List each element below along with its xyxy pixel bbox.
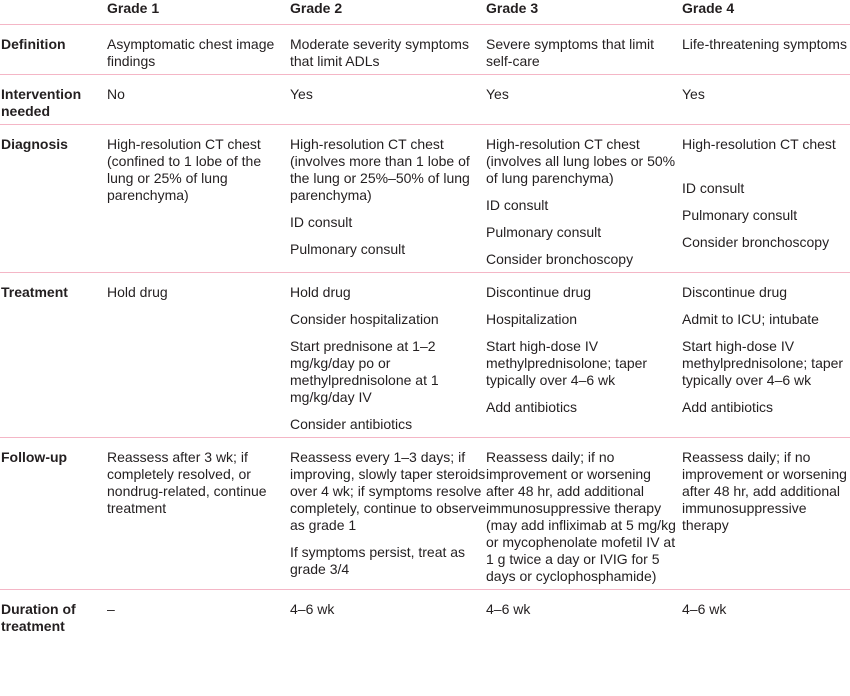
cell-text: 4–6 wk: [486, 601, 531, 617]
cell-text: Moderate severity symptoms that limit ADLs: [290, 36, 469, 69]
header-corner: [0, 0, 107, 17]
cell-follow-up-grade-2: [290, 447, 486, 585]
row-label-treatment: Treatment: [1, 284, 68, 300]
cell-text: Consider antibiotics: [290, 416, 413, 432]
cell-text: ID consult: [486, 197, 549, 213]
cell-text: ID consult: [290, 214, 353, 230]
cell-text: Start prednisone at 1–2 mg/kg/day po or methylprednisolone at 1 mg/kg/day IV: [290, 338, 439, 405]
cell-diagnosis-grade-3: [486, 134, 682, 268]
cell-treatment-grade-3: [486, 282, 682, 433]
cell-text: Reassess after 3 wk; if completely resolved, or nondrug-related, continue treatment: [107, 449, 267, 516]
cell-text: Yes: [682, 86, 705, 102]
row-label-diagnosis: Diagnosis: [1, 136, 68, 152]
cell-text: Reassess daily; if no improvement or worsening after 48 hr, add additional immunosuppressive therapy (may add infliximab at 5 mg/kg or mycophenolate mofetil IV at 1 g twice a day or IVIG for 5 days or cyclophosphamide): [486, 449, 676, 584]
cell-definition-grade-1: [107, 34, 290, 70]
cell-text: Discontinue drug: [682, 284, 788, 300]
cell-text: Consider bronchoscopy: [682, 234, 830, 250]
cell-intervention-grade-2: [290, 84, 486, 120]
cell-definition-grade-2: [290, 34, 486, 70]
cell-text: Admit to ICU; intubate: [682, 311, 819, 327]
cell-text: –: [107, 601, 115, 617]
cell-definition-grade-3: [486, 34, 682, 70]
row-label-follow-up: Follow-up: [1, 449, 68, 465]
cell-text: Hospitalization: [486, 311, 578, 327]
row-label-duration: Duration of treatment: [1, 601, 76, 634]
divider: [0, 24, 850, 25]
cell-text: Severe symptoms that limit self-care: [486, 36, 655, 69]
cell-text: Asymptomatic chest image findings: [107, 36, 275, 69]
cell-treatment-grade-2: [290, 282, 486, 433]
cell-text: High-resolution CT chest: [682, 136, 836, 152]
divider: [0, 437, 850, 438]
cell-text: Reassess every 1–3 days; if improving, slowly taper steroids over 4 wk; if symptoms resolve completely, continue to observe as grade 1: [290, 449, 486, 533]
cell-text: Consider bronchoscopy: [486, 251, 634, 267]
cell-follow-up-grade-4: [682, 447, 850, 585]
cell-text: Yes: [486, 86, 509, 102]
cell-intervention-grade-1: [107, 84, 290, 120]
cell-text: Pulmonary consult: [486, 224, 602, 240]
cell-text: High-resolution CT chest (involves all lung lobes or 50% of lung parenchyma): [486, 136, 676, 186]
header-grade-2: Grade 2: [290, 0, 343, 16]
cell-text: No: [107, 86, 125, 102]
cell-text: Start high-dose IV methylprednisolone; taper typically over 4–6 wk: [486, 338, 648, 388]
cell-diagnosis-grade-2: [290, 134, 486, 268]
cell-treatment-grade-1: [107, 282, 290, 433]
cell-text: ID consult: [682, 180, 745, 196]
cell-text: Hold drug: [290, 284, 351, 300]
divider: [0, 589, 850, 590]
cell-text: Hold drug: [107, 284, 168, 300]
cell-duration-grade-2: [290, 599, 486, 635]
cell-text: Discontinue drug: [486, 284, 592, 300]
header-grade-4: Grade 4: [682, 0, 735, 16]
cell-text: Yes: [290, 86, 313, 102]
cell-intervention-grade-3: [486, 84, 682, 120]
cell-text: High-resolution CT chest (confined to 1 lobe of the lung or 25% of lung parenchyma): [107, 136, 262, 203]
cell-text: Reassess daily; if no improvement or worsening after 48 hr, add additional immunosuppressive therapy: [682, 449, 847, 533]
cell-text: Start high-dose IV methylprednisolone; taper typically over 4–6 wk: [682, 338, 844, 388]
cell-text: Consider hospitalization: [290, 311, 439, 327]
divider: [0, 124, 850, 125]
cell-text: Add antibiotics: [486, 399, 578, 415]
cell-intervention-grade-4: [682, 84, 850, 120]
cell-treatment-grade-4: [682, 282, 850, 433]
cell-text: 4–6 wk: [682, 601, 727, 617]
divider: [0, 74, 850, 75]
cell-text: If symptoms persist, treat as grade 3/4: [290, 544, 466, 577]
cell-definition-grade-4: [682, 34, 850, 70]
row-label-intervention: Intervention needed: [1, 86, 82, 119]
cell-text: Pulmonary consult: [290, 241, 406, 257]
cell-diagnosis-grade-1: [107, 134, 290, 268]
cell-duration-grade-4: [682, 599, 850, 635]
cell-text: High-resolution CT chest (involves more than 1 lobe of the lung or 25%–50% of lung parenchyma): [290, 136, 470, 203]
divider: [0, 272, 850, 273]
cell-diagnosis-grade-4: [682, 134, 850, 268]
row-label-definition: Definition: [1, 36, 66, 52]
cell-follow-up-grade-1: [107, 447, 290, 585]
cell-text: 4–6 wk: [290, 601, 335, 617]
cell-follow-up-grade-3: [486, 447, 682, 585]
cell-text: Life-threatening symptoms: [682, 36, 847, 52]
cell-duration-grade-1: [107, 599, 290, 635]
cell-duration-grade-3: [486, 599, 682, 635]
header-grade-3: Grade 3: [486, 0, 539, 16]
cell-text: Pulmonary consult: [682, 207, 798, 223]
header-grade-1: Grade 1: [107, 0, 160, 16]
cell-text: Add antibiotics: [682, 399, 774, 415]
